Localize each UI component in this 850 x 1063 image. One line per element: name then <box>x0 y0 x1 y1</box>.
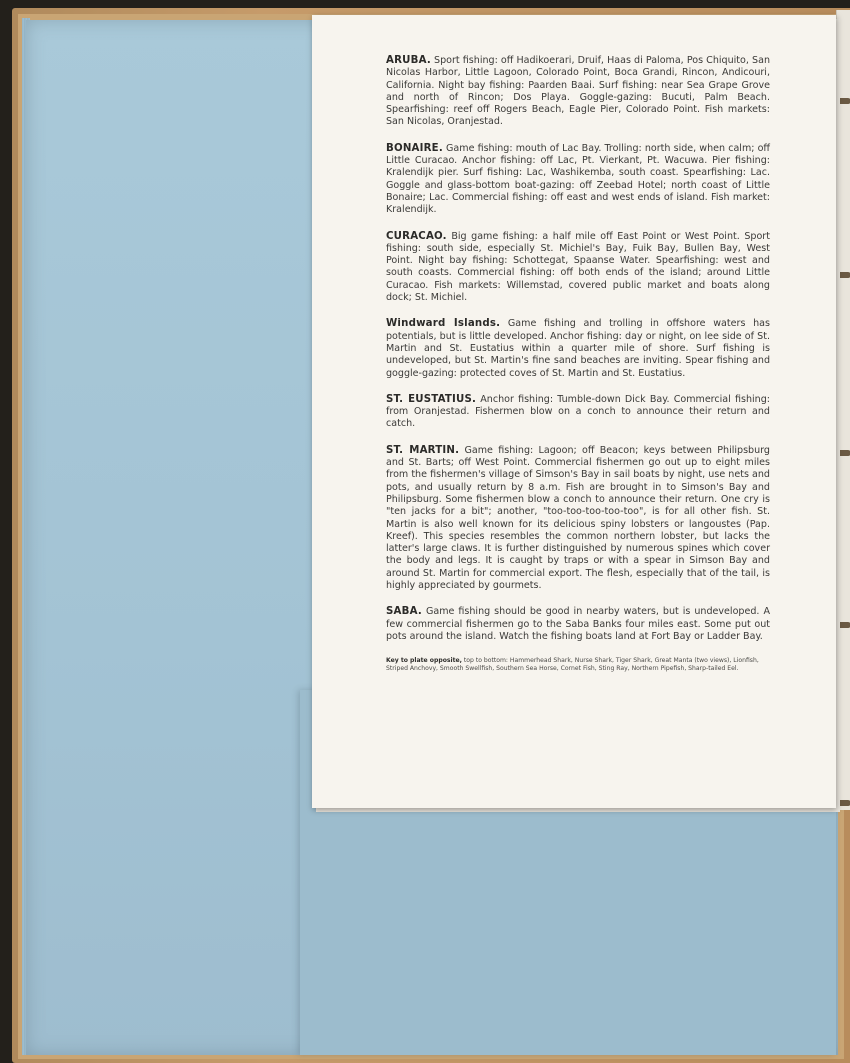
section-heading: SABA. <box>386 606 422 618</box>
section-bonaire <box>386 143 770 217</box>
page-content <box>386 55 770 679</box>
section-saba <box>386 606 770 643</box>
section-heading: ST. EUSTATIUS. <box>386 393 477 405</box>
plate-key-caption <box>386 657 770 673</box>
plate-key-title: Key to plate opposite, <box>386 657 462 665</box>
section-aruba <box>386 55 770 129</box>
section-text: Anchor fishing: Tumble-down Dick Bay. Commercial fishing: from Oranjestad. Fishermen blow on a conch to announce their return and catch. <box>386 393 770 430</box>
section-windward-islands <box>386 318 770 379</box>
plate-key-text: top to bottom: Hammerhead Shark, Nurse Shark, Tiger Shark, Great Manta (two views), Lionfish, Striped Anchovy, Smooth Swellfish, Southern Sea Horse, Cornet Fish, Sting Ray, Northern Pipefish, Sharp-tailed Eel. <box>386 657 759 673</box>
section-st-martin <box>386 445 770 593</box>
section-text: Game fishing: Lagoon; off Beacon; keys between Philipsburg and St. Barts; off West Point. Commercial fishermen go out up to eight miles from the fishermen's village of Simson's Bay in sail boats by night, use nets and pots, and usually return by 8 a.m. Fish are brought in to Simson's Bay and Philipsburg. Some fishermen blow a conch to announce their return. One cry is "ten jacks for a bit"; another, "too-too-too-too-too", is for all other fish. St. Martin is also well known for its delicious spiny lobsters or langoustes (Pap. Kreef). This species resembles the common northern lobster, but lacks the latter's large claws. It is further distinguished by numerous spines which cover the body and legs. It is caught by traps or with a spear in Simson Bay and around St. Martin for commercial export. The flesh, especially that of the tail, is highly appreciated by gourmets. <box>386 444 770 591</box>
section-st-eustatius <box>386 394 770 431</box>
section-heading: ST. MARTIN. <box>386 444 460 456</box>
section-text: Sport fishing: off Hadikoerari, Druif, Haas di Paloma, Pos Chiquito, San Nicolas Harbor, Little Lagoon, Colorado Point, Boca Grandi, Rincon, Andicouri, California. Night bay fishing: Paarden Baai. Surf fishing: near Sea Grape Grove and north of Rincon; Dos Playa. Goggle-gazing: Bucuti, Palm Beach. Spearfishing: reef off Rogers Beach, Eagle Pier, Colorado Point. Fish markets: San Nicolas, Oranjestad. <box>386 55 770 128</box>
section-text: Game fishing and trolling in offshore waters has potentials, but is little developed. Anchor fishing: day or night, on lee side of St. Martin and St. Eustatius within a quarter mile of shore. Surf fishing is undeveloped, but St. Martin's fine sand beaches are inviting. Spear fishing and goggle-gazing: protected coves of St. Martin and St. Eustatius. <box>386 318 770 379</box>
section-text: Big game fishing: a half mile off East Point or West Point. Sport fishing: south side, especially St. Michiel's Bay, Fuik Bay, Bullen Bay, West Point. Night bay fishing: Schottegat, Spaanse Water. Spearfishing: west and south coasts. Commercial fishing: off both ends of the island; around Little Curacao. Fish markets: Willemstad, covered public market and boats along dock; St. Michiel. <box>386 230 770 304</box>
section-heading: BONAIRE. <box>386 142 443 154</box>
section-text: Game fishing should be good in nearby waters, but is undeveloped. A few commercial fishermen go to the Saba Banks four miles east. Some put out pots around the island. Watch the fishing boats land at Fort Bay or Ladder Bay. <box>386 606 770 642</box>
section-heading: Windward Islands. <box>386 318 501 330</box>
text-page <box>312 15 836 808</box>
section-heading: ARUBA. <box>386 55 431 66</box>
section-curacao <box>386 231 770 305</box>
section-heading: CURACAO. <box>386 230 447 242</box>
section-text: Game fishing: mouth of Lac Bay. Trolling: north side, when calm; off Little Curacao. Anchor fishing: off Lac, Pt. Vierkant, Pt. Wacuwa. Pier fishing: Kralendijk pier. Surf fishing: Lac, Washikemba, south coast. Spearfishing: Lac. Goggle and glass-bottom boat-gazing: off Zeebad Hotel; north coast of Little Bonaire; Lac. Commercial fishing: off east and west ends of island. Fish market: Kralendijk. <box>386 142 770 216</box>
